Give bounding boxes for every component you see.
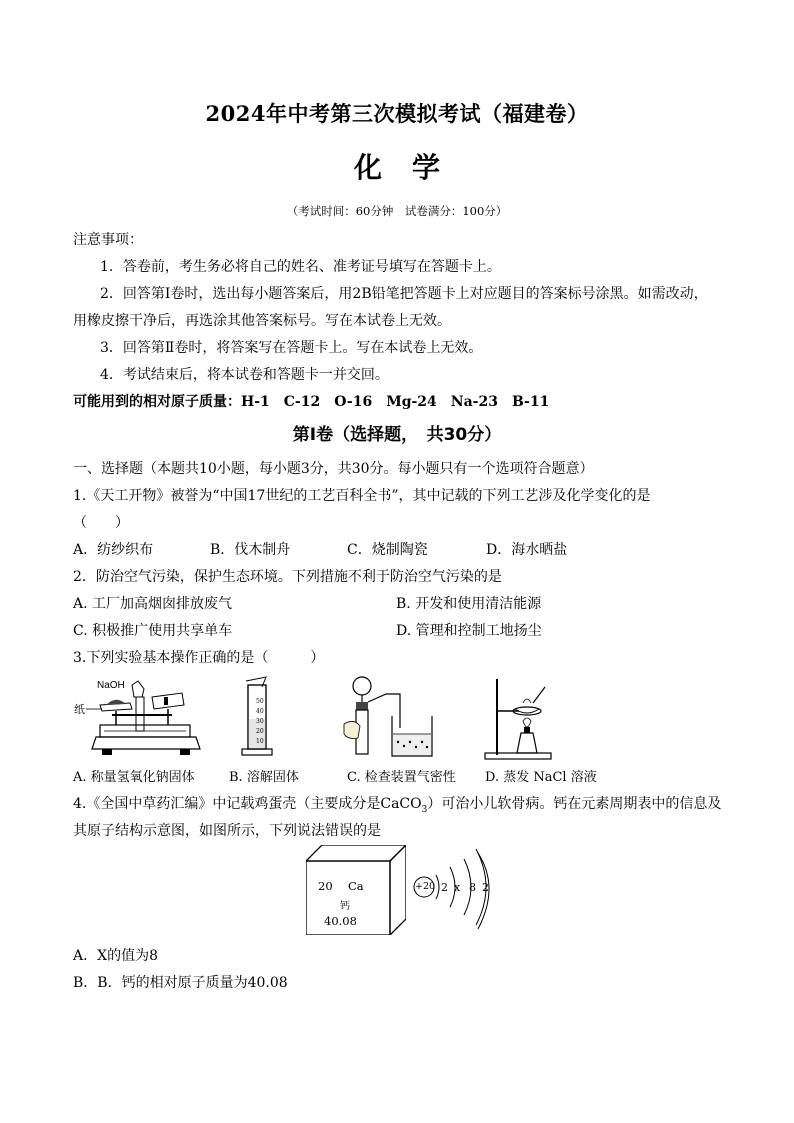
q3-option-b: B. 溶解固体 bbox=[229, 770, 299, 785]
q1-option-d: D．海水晒盐 bbox=[486, 542, 568, 558]
q2-option-b: B. 开发和使用清洁能源 bbox=[396, 596, 542, 612]
q2-option-d: D. 管理和控制工地扬尘 bbox=[396, 623, 542, 639]
q2-option-a: A. 工厂加高烟囱排放废气 bbox=[73, 596, 233, 612]
element-number: 20 bbox=[318, 879, 333, 893]
q1-option-c: C．烧制陶瓷 bbox=[347, 542, 428, 558]
q3-option-d: D. 蒸发 NaCl 溶液 bbox=[485, 770, 597, 785]
q3-option-c: C. 检查装置气密性 bbox=[347, 770, 456, 785]
note-item-3: 3．回答第Ⅱ卷时，将答案写在答题卡上。写在本试卷上无效。 bbox=[100, 340, 483, 356]
shell-2-electrons: x bbox=[454, 881, 461, 894]
q4-stem-line1: 4.《全国中草药汇编》中记载鸡蛋壳（主要成分是CaCO$_3$）可治小儿软骨病。钙在元素周期表中的信息及 bbox=[73, 796, 722, 815]
q3-stem: 3.下列实验基本操作正确的是（ ） bbox=[73, 650, 325, 666]
atomic-masses: 可能用到的相对原子质量：H-1 C-12 O-16 Mg-24 Na-23 B-11 bbox=[73, 394, 550, 410]
q1-option-a: A．纺纱织布 bbox=[73, 542, 154, 558]
q4-stem-line2: 其原子结构示意图，如图所示，下列说法错误的是 bbox=[73, 823, 381, 839]
airtightness-figure bbox=[340, 672, 445, 762]
naoh-label: NaOH bbox=[97, 680, 125, 691]
q1-blank: （ ） bbox=[73, 515, 129, 531]
atomic-structure-diagram bbox=[412, 845, 512, 935]
q1-stem: 1.《天工开物》被誉为“中国17世纪的工艺百科全书”，其中记载的下列工艺涉及化学变化的是 bbox=[73, 488, 651, 504]
subject-title: 化学 bbox=[353, 151, 470, 184]
element-symbol: Ca bbox=[348, 879, 364, 893]
balance-figure bbox=[72, 675, 207, 760]
q4-option-a: A．X的值为8 bbox=[73, 948, 158, 964]
cylinder-figure bbox=[236, 675, 281, 760]
note-item-2-cont: 用橡皮擦干净后，再选涂其他答案标号。写在本试卷上无效。 bbox=[73, 313, 451, 329]
notes-heading: 注意事项： bbox=[73, 232, 143, 248]
cyl-mark-10: 10 bbox=[256, 738, 264, 745]
cyl-mark-40: 40 bbox=[256, 708, 264, 715]
exam-info: （考试时间：60分钟 试卷满分：100分） bbox=[286, 204, 508, 218]
note-item-2: 2．回答第Ⅰ卷时，选出每小题答案后，用2B铅笔把答题卡上对应题目的答案标号涂黑。如需改动， bbox=[100, 286, 708, 302]
q3-option-a: A. 称量氢氧化钠固体 bbox=[73, 770, 195, 785]
section-title: 第Ⅰ卷（选择题， 共30分） bbox=[292, 425, 502, 445]
q4-option-b: B．B．钙的相对原子质量为40.08 bbox=[73, 975, 288, 991]
note-item-4: 4．考试结束后，将本试卷和答题卡一并交回。 bbox=[100, 367, 389, 383]
cyl-mark-50: 50 bbox=[256, 698, 264, 705]
exam-title: 2024年中考第三次模拟考试（福建卷） bbox=[205, 101, 589, 126]
element-mass: 40.08 bbox=[324, 914, 357, 928]
shell-3-electrons: 8 bbox=[469, 881, 476, 894]
paper-label: 纸 bbox=[74, 703, 85, 716]
q1-option-b: B．伐木制舟 bbox=[210, 542, 291, 558]
evaporation-figure bbox=[483, 673, 558, 763]
shell-4-electrons: 2 bbox=[482, 881, 489, 894]
q2-option-c: C. 积极推广使用共享单车 bbox=[73, 623, 233, 639]
periodic-element-cell bbox=[306, 845, 406, 935]
section-instructions: 一、选择题（本题共10小题，每小题3分，共30分。每小题只有一个选项符合题意） bbox=[73, 461, 594, 477]
cyl-mark-30: 30 bbox=[256, 718, 264, 725]
element-name: 钙 bbox=[340, 901, 350, 912]
nucleus-charge: +20 bbox=[415, 881, 436, 892]
note-item-1: 1．答卷前，考生务必将自己的姓名、准考证号填写在答题卡上。 bbox=[100, 259, 501, 275]
shell-1-electrons: 2 bbox=[441, 881, 448, 894]
cyl-mark-20: 20 bbox=[256, 728, 264, 735]
q2-stem: 2．防治空气污染，保护生态环境。下列措施不利于防治空气污染的是 bbox=[73, 569, 502, 585]
